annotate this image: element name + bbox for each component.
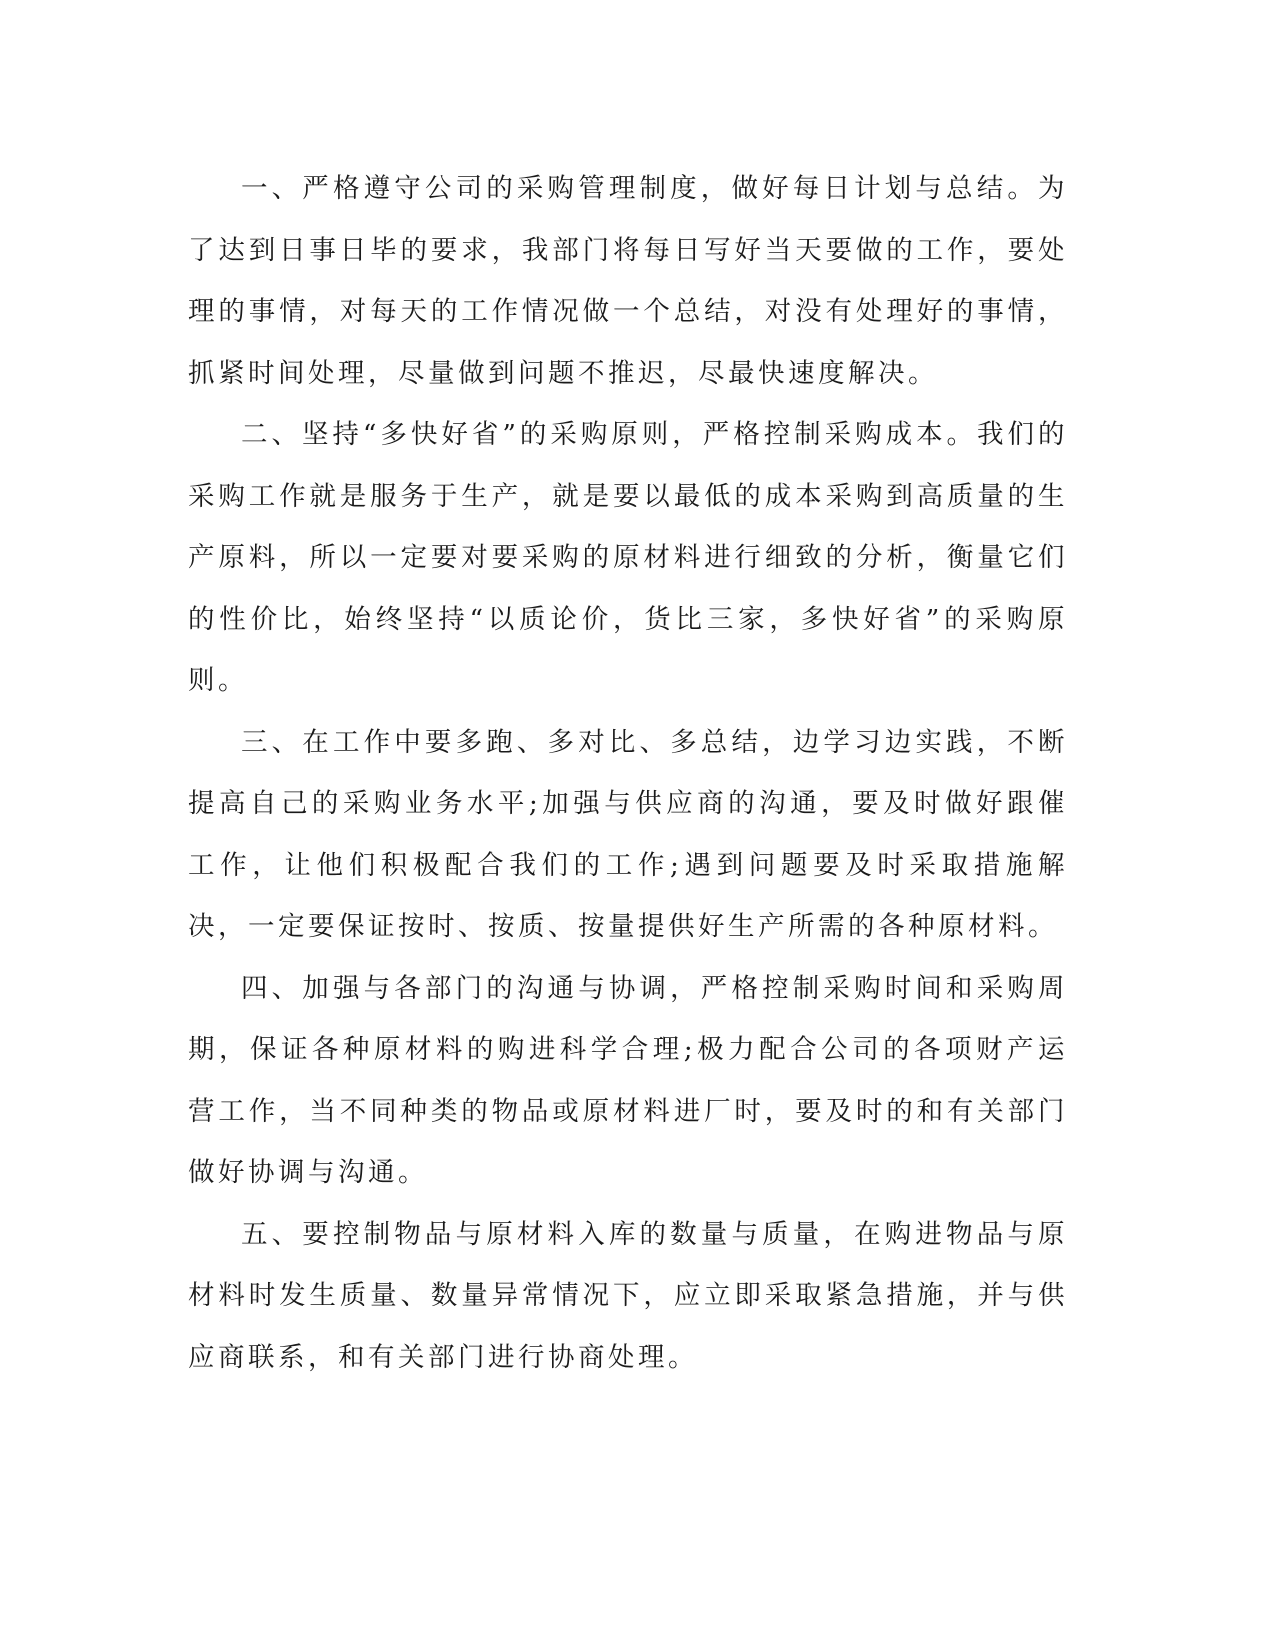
- document-body: [188, 158, 1068, 1388]
- paragraph-2: 二、坚持“多快好省”的采购原则，严格控制采购成本。我们的采购工作就是服务于生产，就是要以最低的成本采购到高质量的生产原料，所以一定要对要采购的原材料进行细致的分析，衡量它们的性价比，始终坚持“以质论价，货比三家，多快好省”的采购原则。: [188, 419, 1068, 696]
- paragraph-3: 三、在工作中要多跑、多对比、多总结，边学习边实践，不断提高自己的采购业务水平;加强与供应商的沟通，要及时做好跟催工作，让他们积极配合我们的工作;遇到问题要及时采取措施解决，一定要保证按时、按质、按量提供好生产所需的各种原材料。: [188, 726, 1068, 942]
- paragraph-1: 一、严格遵守公司的采购管理制度，做好每日计划与总结。为了达到日事日毕的要求，我部门将每日写好当天要做的工作，要处理的事情，对每天的工作情况做一个总结，对没有处理好的事情，抓紧时间处理，尽量做到问题不推迟，尽最快速度解决。: [188, 173, 1068, 389]
- paragraph-5: 五、要控制物品与原材料入库的数量与质量，在购进物品与原材料时发生质量、数量异常情况下，应立即采取紧急措施，并与供应商联系，和有关部门进行协商处理。: [188, 1218, 1068, 1373]
- paragraph-4: 四、加强与各部门的沟通与协调，严格控制采购时间和采购周期，保证各种原材料的购进科学合理;极力配合公司的各项财产运营工作，当不同种类的物品或原材料进厂时，要及时的和有关部门做好协调与沟通。: [188, 972, 1068, 1188]
